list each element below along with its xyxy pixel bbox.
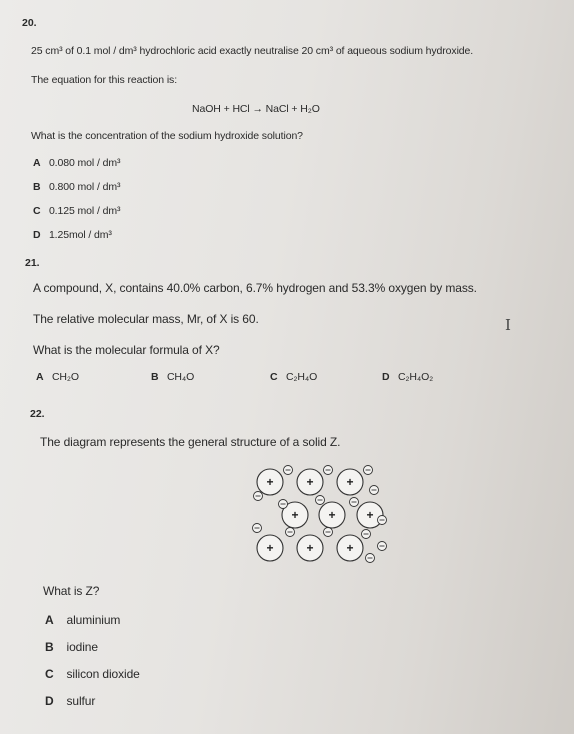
q21-option-a[interactable]: [36, 371, 79, 383]
option-text: silicon dioxide: [66, 667, 140, 681]
q20-equation: NaOH + HCl → NaCl + H₂O: [192, 103, 320, 115]
q21-option-d[interactable]: [382, 371, 433, 383]
option-letter: A: [36, 371, 44, 383]
option-letter: D: [382, 371, 390, 383]
positive-charge-label: +: [306, 475, 314, 489]
q20-option-a[interactable]: [33, 157, 120, 169]
solid-structure-diagram: [250, 462, 390, 568]
option-text: 1.25mol / dm³: [48, 229, 112, 241]
positive-charge-label: +: [328, 508, 336, 522]
option-text: CH₄O: [166, 371, 195, 383]
positive-charge-label: +: [266, 541, 274, 555]
option-letter: B: [151, 371, 159, 383]
option-letter: B: [45, 640, 54, 654]
option-text: 0.800 mol / dm³: [48, 181, 121, 193]
q20-option-b[interactable]: [33, 181, 120, 193]
option-letter: A: [33, 157, 41, 169]
q22-question: What is Z?: [43, 584, 100, 598]
q22-option-d[interactable]: [45, 694, 95, 708]
positive-charge-label: +: [366, 508, 374, 522]
option-letter: A: [45, 613, 54, 627]
q22-stem: The diagram represents the general structure of a solid Z.: [40, 435, 341, 449]
option-letter: D: [33, 229, 41, 241]
positive-charge-label: +: [346, 475, 354, 489]
option-letter: C: [33, 205, 41, 217]
q20-option-c[interactable]: [33, 205, 120, 217]
option-text: CH₂O: [51, 371, 79, 383]
option-text: iodine: [66, 640, 98, 654]
text-cursor-icon: I: [505, 316, 511, 334]
q21-option-b[interactable]: [151, 371, 194, 383]
q22-option-a[interactable]: [45, 613, 120, 627]
option-text: aluminium: [66, 613, 121, 627]
option-letter: C: [270, 371, 278, 383]
q22-option-c[interactable]: [45, 667, 140, 681]
q21-line2: The relative molecular mass, Mr, of X is 60.: [33, 312, 259, 326]
q20-question: What is the concentration of the sodium hydroxide solution?: [31, 130, 303, 142]
q20-stem: 25 cm³ of 0.1 mol / dm³ hydrochloric acid exactly neutralise 20 cm³ of aqueous sodium hydroxide.: [31, 45, 474, 57]
q21-option-c[interactable]: [270, 371, 317, 383]
q22-option-b[interactable]: [45, 640, 98, 654]
positive-charge-label: +: [266, 475, 274, 489]
option-text: C₂H₄O: [285, 371, 318, 383]
q22-number: 22.: [30, 408, 45, 420]
option-letter: D: [45, 694, 54, 708]
q20-number: 20.: [22, 17, 37, 29]
option-letter: C: [45, 667, 54, 681]
option-text: 0.080 mol / dm³: [48, 157, 121, 169]
q21-number: 21.: [25, 257, 40, 269]
option-text: C₂H₄O₂: [397, 371, 434, 383]
q20-option-d[interactable]: [33, 229, 112, 241]
positive-charge-label: +: [306, 541, 314, 555]
option-text: 0.125 mol / dm³: [48, 205, 121, 217]
q20-intro: The equation for this reaction is:: [31, 74, 178, 86]
positive-charge-label: +: [346, 541, 354, 555]
option-text: sulfur: [66, 694, 96, 708]
q21-stem: A compound, X, contains 40.0% carbon, 6.7% hydrogen and 53.3% oxygen by mass.: [33, 281, 477, 295]
option-letter: B: [33, 181, 41, 193]
q21-question: What is the molecular formula of X?: [33, 343, 220, 357]
positive-charge-label: +: [291, 508, 299, 522]
